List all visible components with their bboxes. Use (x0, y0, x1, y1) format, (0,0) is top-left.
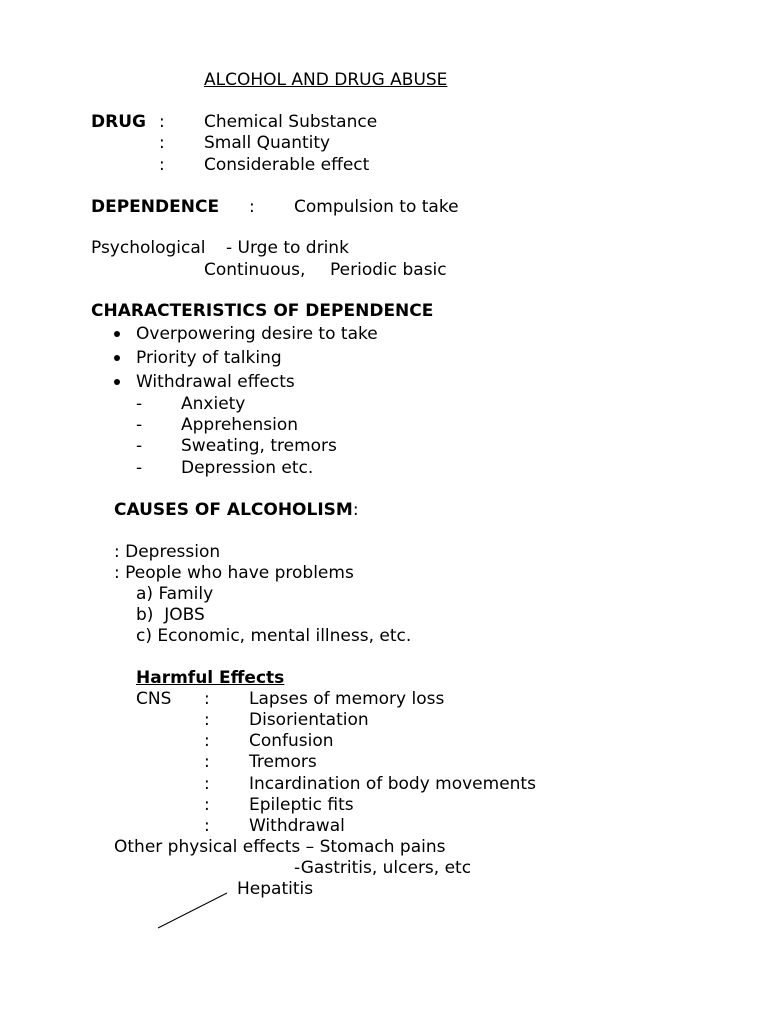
cns-item-7: Withdrawal (249, 816, 345, 836)
drug-label: DRUG (91, 112, 146, 132)
sub-dash-1: - (136, 394, 143, 414)
other-physical-sub: -Gastritis, ulcers, etc (294, 858, 472, 878)
cns-colon: : (204, 689, 210, 709)
characteristic-item-3: Withdrawal effects (136, 372, 295, 392)
dependence-colon: : (249, 197, 255, 217)
characteristic-item-1: Overpowering desire to take (136, 324, 378, 344)
other-physical-effects: Other physical effects – Stomach pains (114, 837, 446, 857)
hepatitis-text: Hepatitis (237, 879, 314, 899)
cns-item-3: Confusion (249, 731, 334, 751)
sub-dash-4: - (136, 458, 143, 478)
characteristic-item-2: Priority of talking (136, 348, 282, 368)
psychological-value: - Urge to drink (226, 238, 349, 258)
page-title: ALCOHOL AND DRUG ABUSE (204, 70, 448, 90)
psychological-periodic: Periodic basic (330, 260, 447, 280)
drug-item-1: Chemical Substance (204, 112, 378, 132)
sub-dash-3: - (136, 436, 143, 456)
cns-colon: : (204, 816, 210, 836)
causes-heading-colon: : (352, 500, 359, 520)
psychological-continuous: Continuous, (204, 260, 306, 280)
cns-item-6: Epileptic fits (249, 795, 354, 815)
cns-colon: : (204, 710, 210, 730)
psychological-label: Psychological (91, 238, 206, 258)
causes-heading: CAUSES OF ALCOHOLISM (114, 500, 353, 520)
cns-colon: : (204, 731, 210, 751)
cause-sub-item-2: b) JOBS (136, 605, 205, 625)
cause-sub-item-1: a) Family (136, 584, 214, 604)
drug-colon-2: : (159, 133, 165, 153)
withdrawal-sub-item-3: Sweating, tremors (181, 436, 337, 456)
diagonal-line-stroke (158, 893, 227, 928)
cns-colon: : (204, 795, 210, 815)
cause-sub-item-3: c) Economic, mental illness, etc. (136, 626, 412, 646)
cause-item-2: : People who have problems (114, 563, 354, 583)
drug-colon-1: : (159, 112, 165, 132)
drug-item-3: Considerable effect (204, 155, 370, 175)
dependence-value: Compulsion to take (294, 197, 459, 217)
cns-item-2: Disorientation (249, 710, 369, 730)
withdrawal-sub-item-1: Anxiety (181, 394, 246, 414)
drug-item-2: Small Quantity (204, 133, 331, 153)
withdrawal-sub-item-2: Apprehension (181, 415, 299, 435)
drug-colon-3: : (159, 155, 165, 175)
cns-colon: : (204, 774, 210, 794)
cns-item-1: Lapses of memory loss (249, 689, 445, 709)
cns-colon: : (204, 752, 210, 772)
sub-dash-2: - (136, 415, 143, 435)
withdrawal-sub-item-4: Depression etc. (181, 458, 314, 478)
dependence-label: DEPENDENCE (91, 197, 220, 217)
harmful-effects-heading: Harmful Effects (136, 668, 285, 688)
cns-label: CNS (136, 689, 172, 709)
cause-item-1: : Depression (114, 542, 221, 562)
cns-item-5: Incardination of body movements (249, 774, 536, 794)
cns-item-4: Tremors (249, 752, 317, 772)
characteristics-heading: CHARACTERISTICS OF DEPENDENCE (91, 301, 434, 321)
